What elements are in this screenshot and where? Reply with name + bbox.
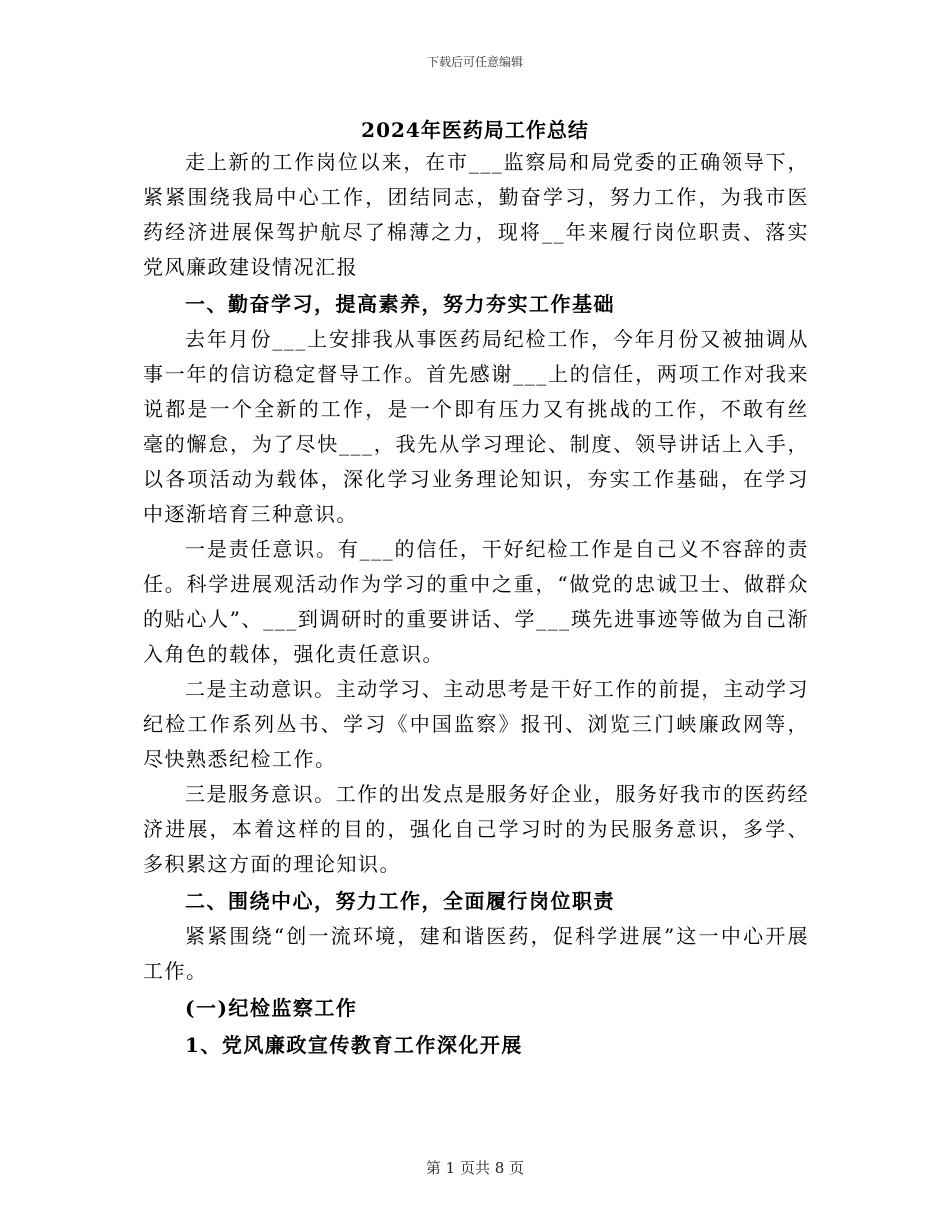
section-2-paragraph-1: 紧紧围绕“创一流环境，建和谐医药，促科学进展”这一中心开展工作。 bbox=[143, 924, 809, 983]
section-1-heading: 一、勤奋学习，提高素养，努力夯实工作基础 bbox=[185, 292, 615, 316]
section-1-paragraph-4: 三是服务意识。工作的出发点是服务好企业，服务好我市的医药经济进展，本着这样的目的，强化自己学习时的为民服务意识，多学、多积累这方面的理论知识。 bbox=[143, 782, 809, 876]
document-body bbox=[143, 145, 809, 1063]
section-1-paragraph-3: 二是主动意识。主动学习、主动思考是干好工作的前提，主动学习纪检工作系列丛书、学习《中国监察》报刊、浏览三门峡廉政网等，尽快熟悉纪检工作。 bbox=[143, 677, 809, 771]
page-header-note: 下载后可任意编辑 bbox=[426, 55, 523, 69]
section-1-paragraph-1: 去年月份___上安排我从事医药局纪检工作，今年月份又被抽调从事一年的信访稳定督导工作。首先感谢___上的信任，两项工作对我来说都是一个全新的工作，是一个即有压力又有挑战的工作，不敢有丝毫的懈怠，为了尽快___，我先从学习理论、制度、领导讲话上入手，以各项活动为载体，深化学习业务理论知识，夯实工作基础，在学习中逐渐培育三种意识。 bbox=[143, 327, 809, 526]
section-2-heading: 二、围绕中心，努力工作，全面履行岗位职责 bbox=[185, 889, 615, 913]
intro-paragraph: 走上新的工作岗位以来，在市___监察局和局党委的正确领导下，紧紧围绕我局中心工作，团结同志，勤奋学习，努力工作，为我市医药经济进展保驾护航尽了棉薄之力，现将__年来履行岗位职责、落实党风廉政建设情况汇报 bbox=[143, 150, 809, 279]
document-title: 2024年医药局工作总结 bbox=[361, 118, 589, 142]
section-1-paragraph-2: 一是责任意识。有___的信任，干好纪检工作是自己义不容辞的责任。科学进展观活动作为学习的重中之重，“做党的忠诚卫士、做群众的贴心人”、___到调研时的重要讲话、学___瑛先进事迹等做为自己渐入角色的载体，强化责任意识。 bbox=[143, 537, 809, 666]
item-heading: 1、党风廉政宣传教育工作深化开展 bbox=[185, 1033, 523, 1057]
page-number-footer: 第 1 页共 8 页 bbox=[425, 1159, 525, 1177]
subsection-heading: (一)纪检监察工作 bbox=[185, 996, 358, 1020]
